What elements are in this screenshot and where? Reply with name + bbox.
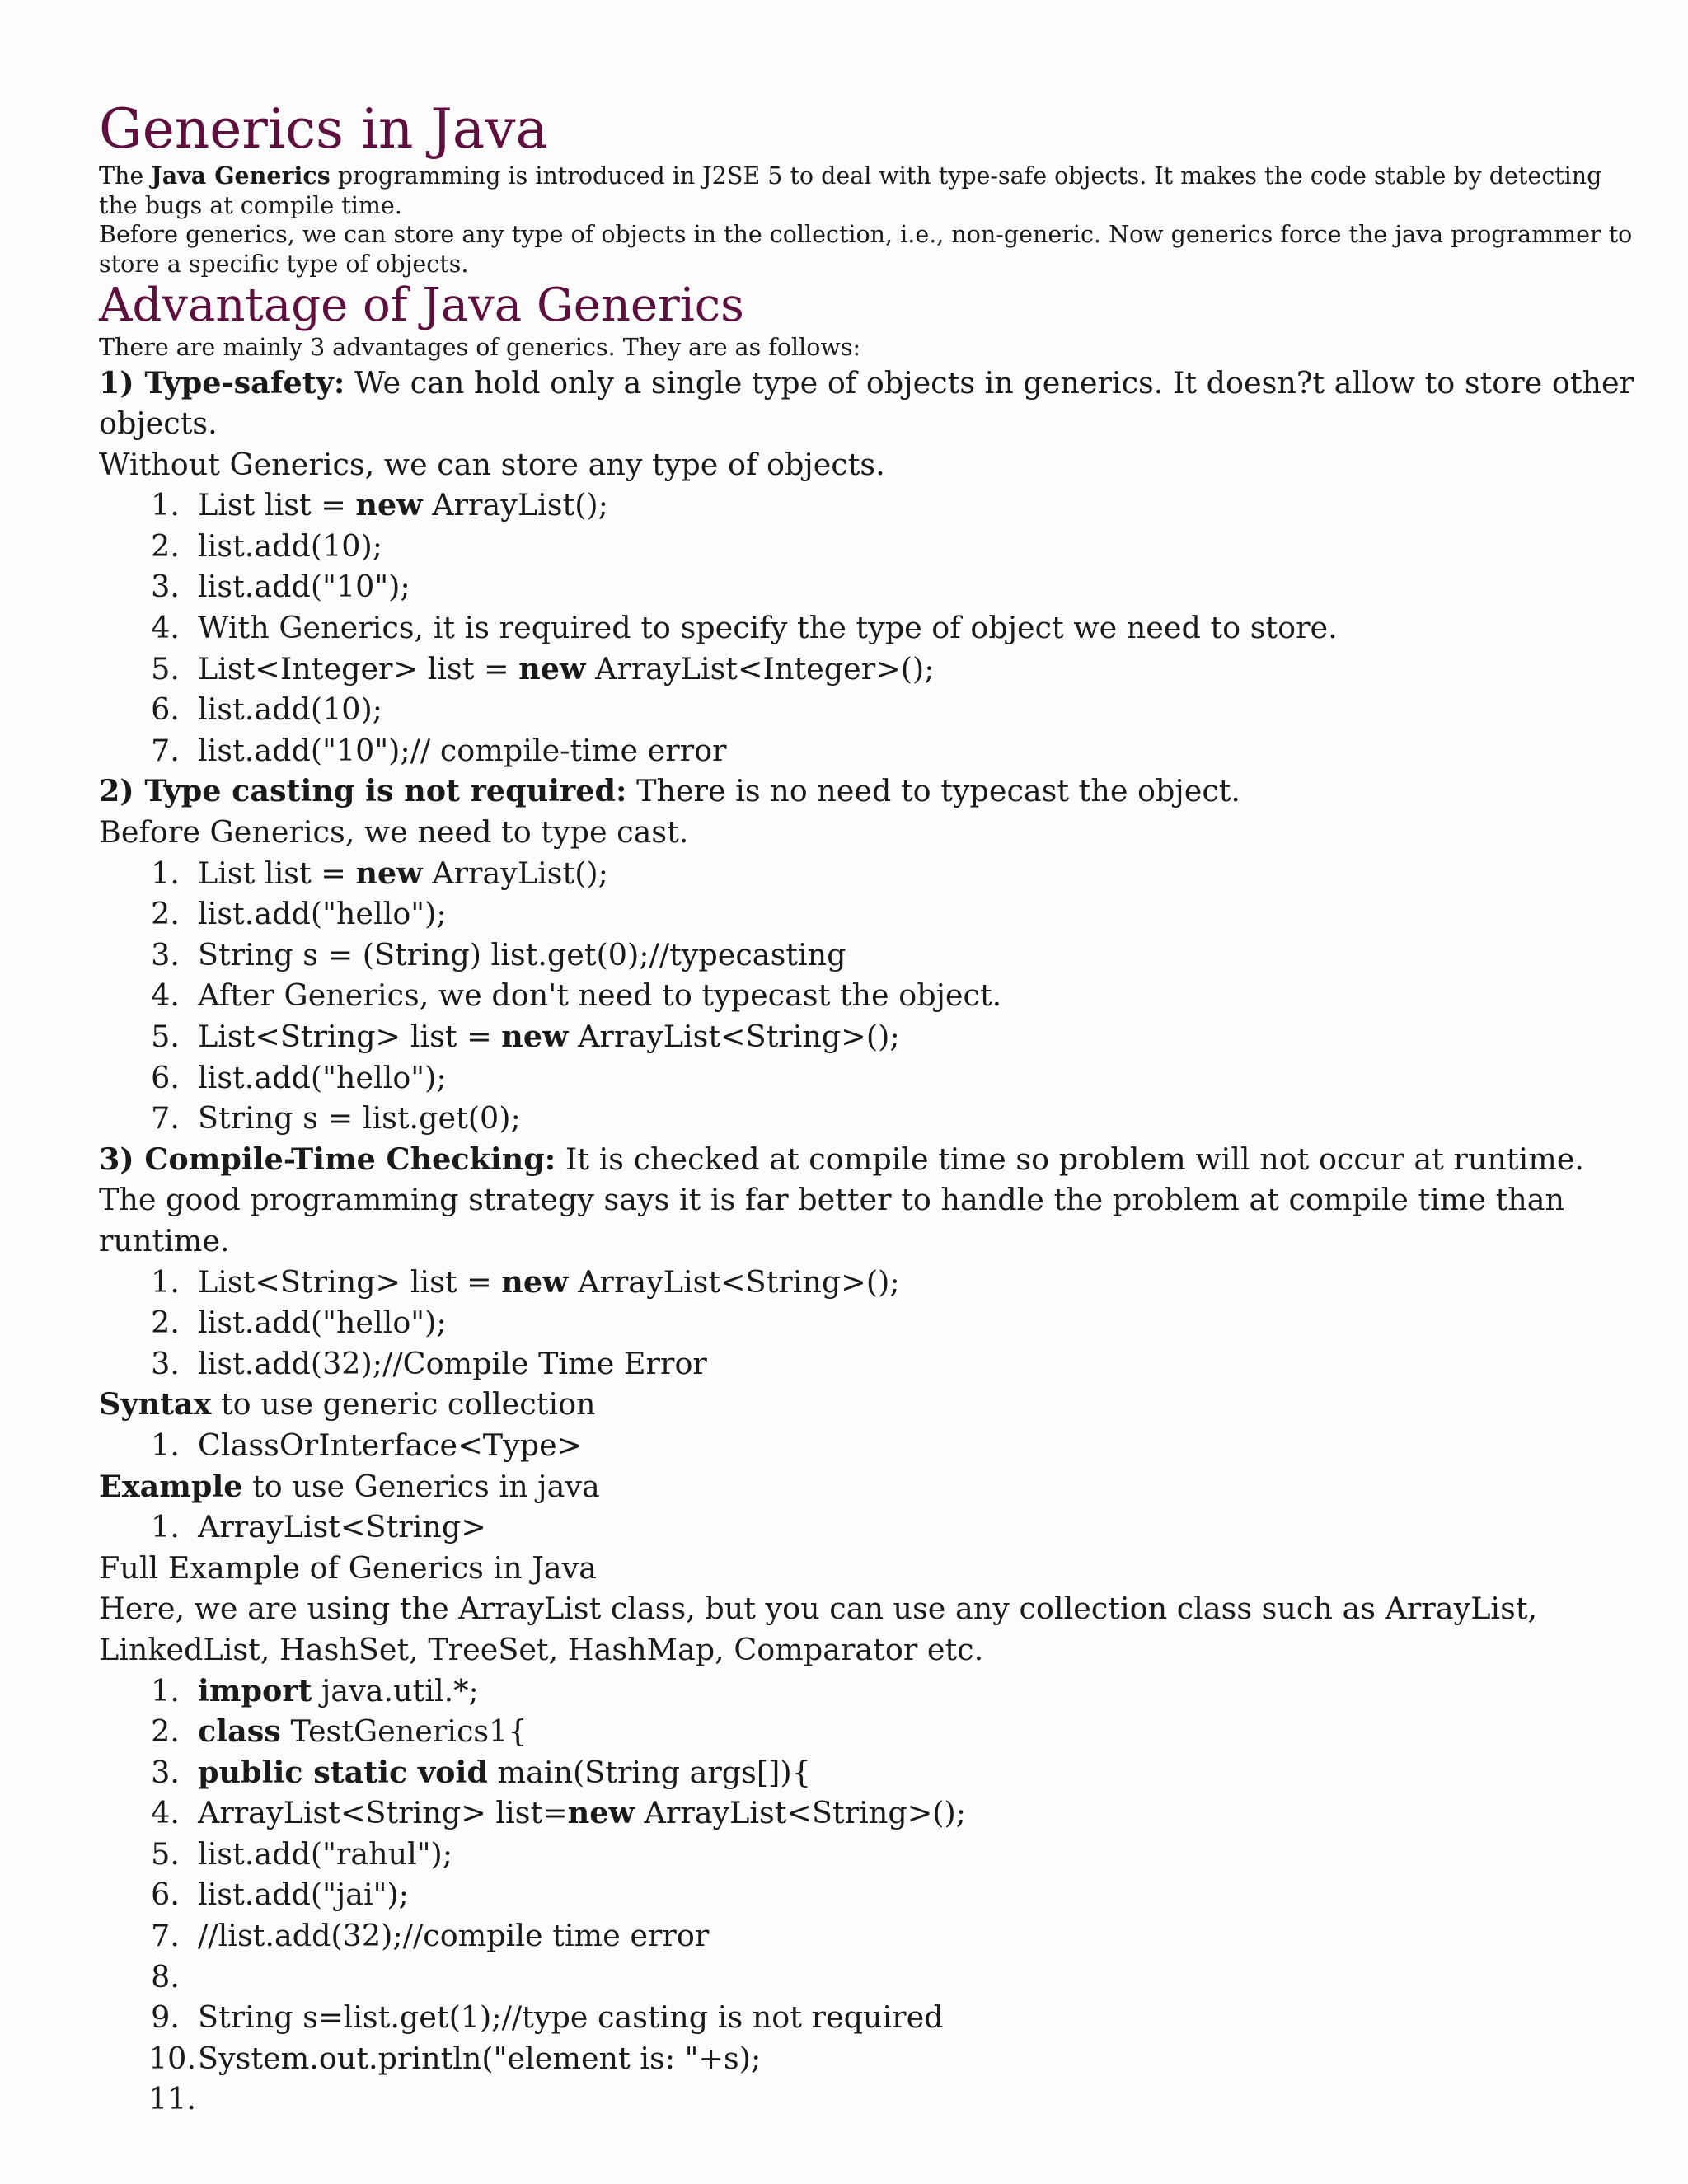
list-item xyxy=(99,1302,1639,1343)
full-example-code-list xyxy=(99,1671,1639,2121)
list-item-code: list.add(10); xyxy=(198,527,383,564)
list-item-number: 2. xyxy=(151,527,180,564)
list-item-code: With Generics, it is required to specify the type of object we need to store. xyxy=(198,610,1338,646)
list-item-number: 5. xyxy=(151,650,180,687)
list-item xyxy=(99,1671,1639,1712)
list-item-code: list.add(32);//Compile Time Error xyxy=(198,1345,707,1381)
code-keyword: class xyxy=(198,1713,281,1750)
list-item xyxy=(99,2038,1639,2079)
list-item xyxy=(99,1957,1639,1998)
list-item-number: 2. xyxy=(151,896,180,932)
list-item-number: 1. xyxy=(151,487,180,523)
list-item xyxy=(99,1507,1639,1548)
code-keyword: new xyxy=(355,855,423,891)
list-item-code: List<Integer> list = new ArrayList<Integer>(); xyxy=(198,650,935,687)
list-item xyxy=(99,1057,1639,1099)
type-casting-paragraph: 2) Type casting is not required: There is no need to typecast the object. xyxy=(99,773,1241,809)
list-item xyxy=(99,1262,1639,1303)
list-item-number: 1. xyxy=(151,1509,180,1545)
list-item-number: 3. xyxy=(151,936,180,972)
syntax-code-list xyxy=(99,1425,1639,1466)
list-item-code: List list = new ArrayList(); xyxy=(198,487,608,523)
list-item xyxy=(99,485,1639,526)
list-item-code: //list.add(32);//compile time error xyxy=(198,1918,710,1954)
list-item xyxy=(99,1997,1639,2038)
list-item-code: List<String> list = new ArrayList<String>(); xyxy=(198,1019,900,1054)
list-item-number: 5. xyxy=(151,1019,180,1054)
code-keyword: new xyxy=(355,487,423,523)
list-item-code: list.add("jai"); xyxy=(198,1877,409,1913)
list-item-number: 7. xyxy=(151,1918,180,1954)
list-item-number: 1. xyxy=(151,1427,180,1463)
list-item-number: 7. xyxy=(151,732,180,768)
list-item-number: 8. xyxy=(151,1958,180,1994)
list-item-number: 5. xyxy=(151,1835,180,1872)
list-item-code: ArrayList<String> xyxy=(198,1509,486,1545)
list-item-code: list.add(10); xyxy=(198,691,383,728)
intro-paragraph-2: Before generics, we can store any type of objects in the collection, i.e., non-generic. Now generics force the java programmer to store a specific type of objects. xyxy=(99,221,1633,278)
list-item-code: list.add("hello"); xyxy=(198,896,447,932)
list-item-number: 2. xyxy=(151,1305,180,1341)
list-item-code: class TestGenerics1{ xyxy=(198,1713,528,1750)
list-item-code: list.add("hello"); xyxy=(198,1059,447,1095)
list-item-number: 7. xyxy=(151,1100,180,1137)
compile-time-code-list xyxy=(99,1262,1639,1385)
intro-paragraph-1: The Java Generics programming is introduced in J2SE 5 to deal with type-safe objects. It makes the code stable by detecting the bugs at compile time. xyxy=(99,162,1602,219)
list-item-code: String s = (String) list.get(0);//typecasting xyxy=(198,936,846,972)
list-item-code: list.add("10"); xyxy=(198,569,410,605)
list-item xyxy=(99,853,1639,894)
compile-time-paragraph: 3) Compile-Time Checking: It is checked at compile time so problem will not occur at runtime. The good programming strategy says it is far better to handle the problem at compile time than runtime. xyxy=(99,1141,1585,1258)
list-item xyxy=(99,566,1639,607)
list-item-number: 1. xyxy=(151,1263,180,1300)
code-keyword: new xyxy=(501,1263,569,1300)
list-item xyxy=(99,607,1639,649)
list-item-number: 4. xyxy=(151,977,180,1014)
list-item xyxy=(99,1711,1639,1752)
code-keyword: new xyxy=(501,1019,569,1054)
list-item-code: list.add("hello"); xyxy=(198,1305,447,1341)
list-item xyxy=(99,1343,1639,1385)
list-item-code: List<String> list = new ArrayList<String>(); xyxy=(198,1263,900,1300)
advantages-lead: There are mainly 3 advantages of generics. They are as follows: xyxy=(99,334,861,361)
list-item-number: 1. xyxy=(151,855,180,891)
full-example-paragraph: Here, we are using the ArrayList class, but you can use any collection class such as ArrayList, LinkedList, HashSet, TreeSet, HashMap, Comparator etc. xyxy=(99,1591,1538,1667)
list-item xyxy=(99,1874,1639,1915)
list-item xyxy=(99,1834,1639,1875)
type-casting-code-list xyxy=(99,853,1639,1139)
list-item-number: 4. xyxy=(151,610,180,646)
syntax-paragraph: Syntax to use generic collection xyxy=(99,1386,596,1422)
type-safety-code-list xyxy=(99,485,1639,771)
list-item-number: 6. xyxy=(151,1059,180,1095)
list-item-number: 2. xyxy=(151,1713,180,1750)
list-item-code: String s = list.get(0); xyxy=(198,1100,521,1137)
list-item-number: 11. xyxy=(148,2081,196,2117)
list-item-code: System.out.println("element is: "+s); xyxy=(198,2040,762,2076)
list-item xyxy=(99,1425,1639,1466)
example-code-list xyxy=(99,1507,1639,1548)
advantages-heading: Advantage of Java Generics xyxy=(99,279,744,332)
list-item xyxy=(99,1016,1639,1057)
list-item xyxy=(99,893,1639,935)
list-item-code: String s=list.get(1);//type casting is not required xyxy=(198,1999,944,2036)
list-item-number: 4. xyxy=(151,1795,180,1831)
list-item xyxy=(99,526,1639,567)
code-keyword: new xyxy=(518,650,586,687)
type-safety-note: Without Generics, we can store any type of objects. xyxy=(99,446,885,482)
list-item xyxy=(99,649,1639,690)
list-item-number: 9. xyxy=(151,1999,180,2036)
list-item xyxy=(99,935,1639,976)
list-item-number: 1. xyxy=(151,1672,180,1708)
list-item-number: 10. xyxy=(148,2040,196,2076)
list-item-code: ClassOrInterface<Type> xyxy=(198,1427,583,1463)
list-item-number: 3. xyxy=(151,1345,180,1381)
list-item xyxy=(99,1752,1639,1793)
list-item xyxy=(99,2079,1639,2120)
list-item-code: After Generics, we don't need to typecast the object. xyxy=(198,977,1002,1014)
list-item-number: 3. xyxy=(151,569,180,605)
list-item xyxy=(99,730,1639,771)
full-example-heading: Full Example of Generics in Java xyxy=(99,1549,598,1586)
list-item-number: 6. xyxy=(151,691,180,728)
code-keyword: public static void xyxy=(198,1754,488,1790)
list-item xyxy=(99,1098,1639,1139)
page-title: Generics in Java xyxy=(99,97,548,161)
list-item-code: import java.util.*; xyxy=(198,1672,479,1708)
example-paragraph: Example to use Generics in java xyxy=(99,1468,600,1504)
code-keyword: new xyxy=(567,1795,635,1831)
java-generics-term: Java Generics xyxy=(151,162,331,190)
list-item xyxy=(99,975,1639,1016)
list-item-code: list.add("10");// compile-time error xyxy=(198,732,727,768)
list-item-code: public static void main(String args[]){ xyxy=(198,1754,811,1790)
list-item-code: list.add("rahul"); xyxy=(198,1835,453,1872)
code-keyword: import xyxy=(198,1672,312,1708)
list-item-code: ArrayList<String> list=new ArrayList<String>(); xyxy=(198,1795,967,1831)
list-item xyxy=(99,1915,1639,1957)
type-casting-note: Before Generics, we need to type cast. xyxy=(99,814,689,851)
type-safety-paragraph: 1) Type-safety: We can hold only a single type of objects in generics. It doesn?t allow to store other objects. xyxy=(99,364,1634,442)
list-item-number: 3. xyxy=(151,1754,180,1790)
list-item xyxy=(99,1793,1639,1834)
list-item xyxy=(99,689,1639,730)
list-item-number: 6. xyxy=(151,1877,180,1913)
list-item-code: List list = new ArrayList(); xyxy=(198,855,608,891)
